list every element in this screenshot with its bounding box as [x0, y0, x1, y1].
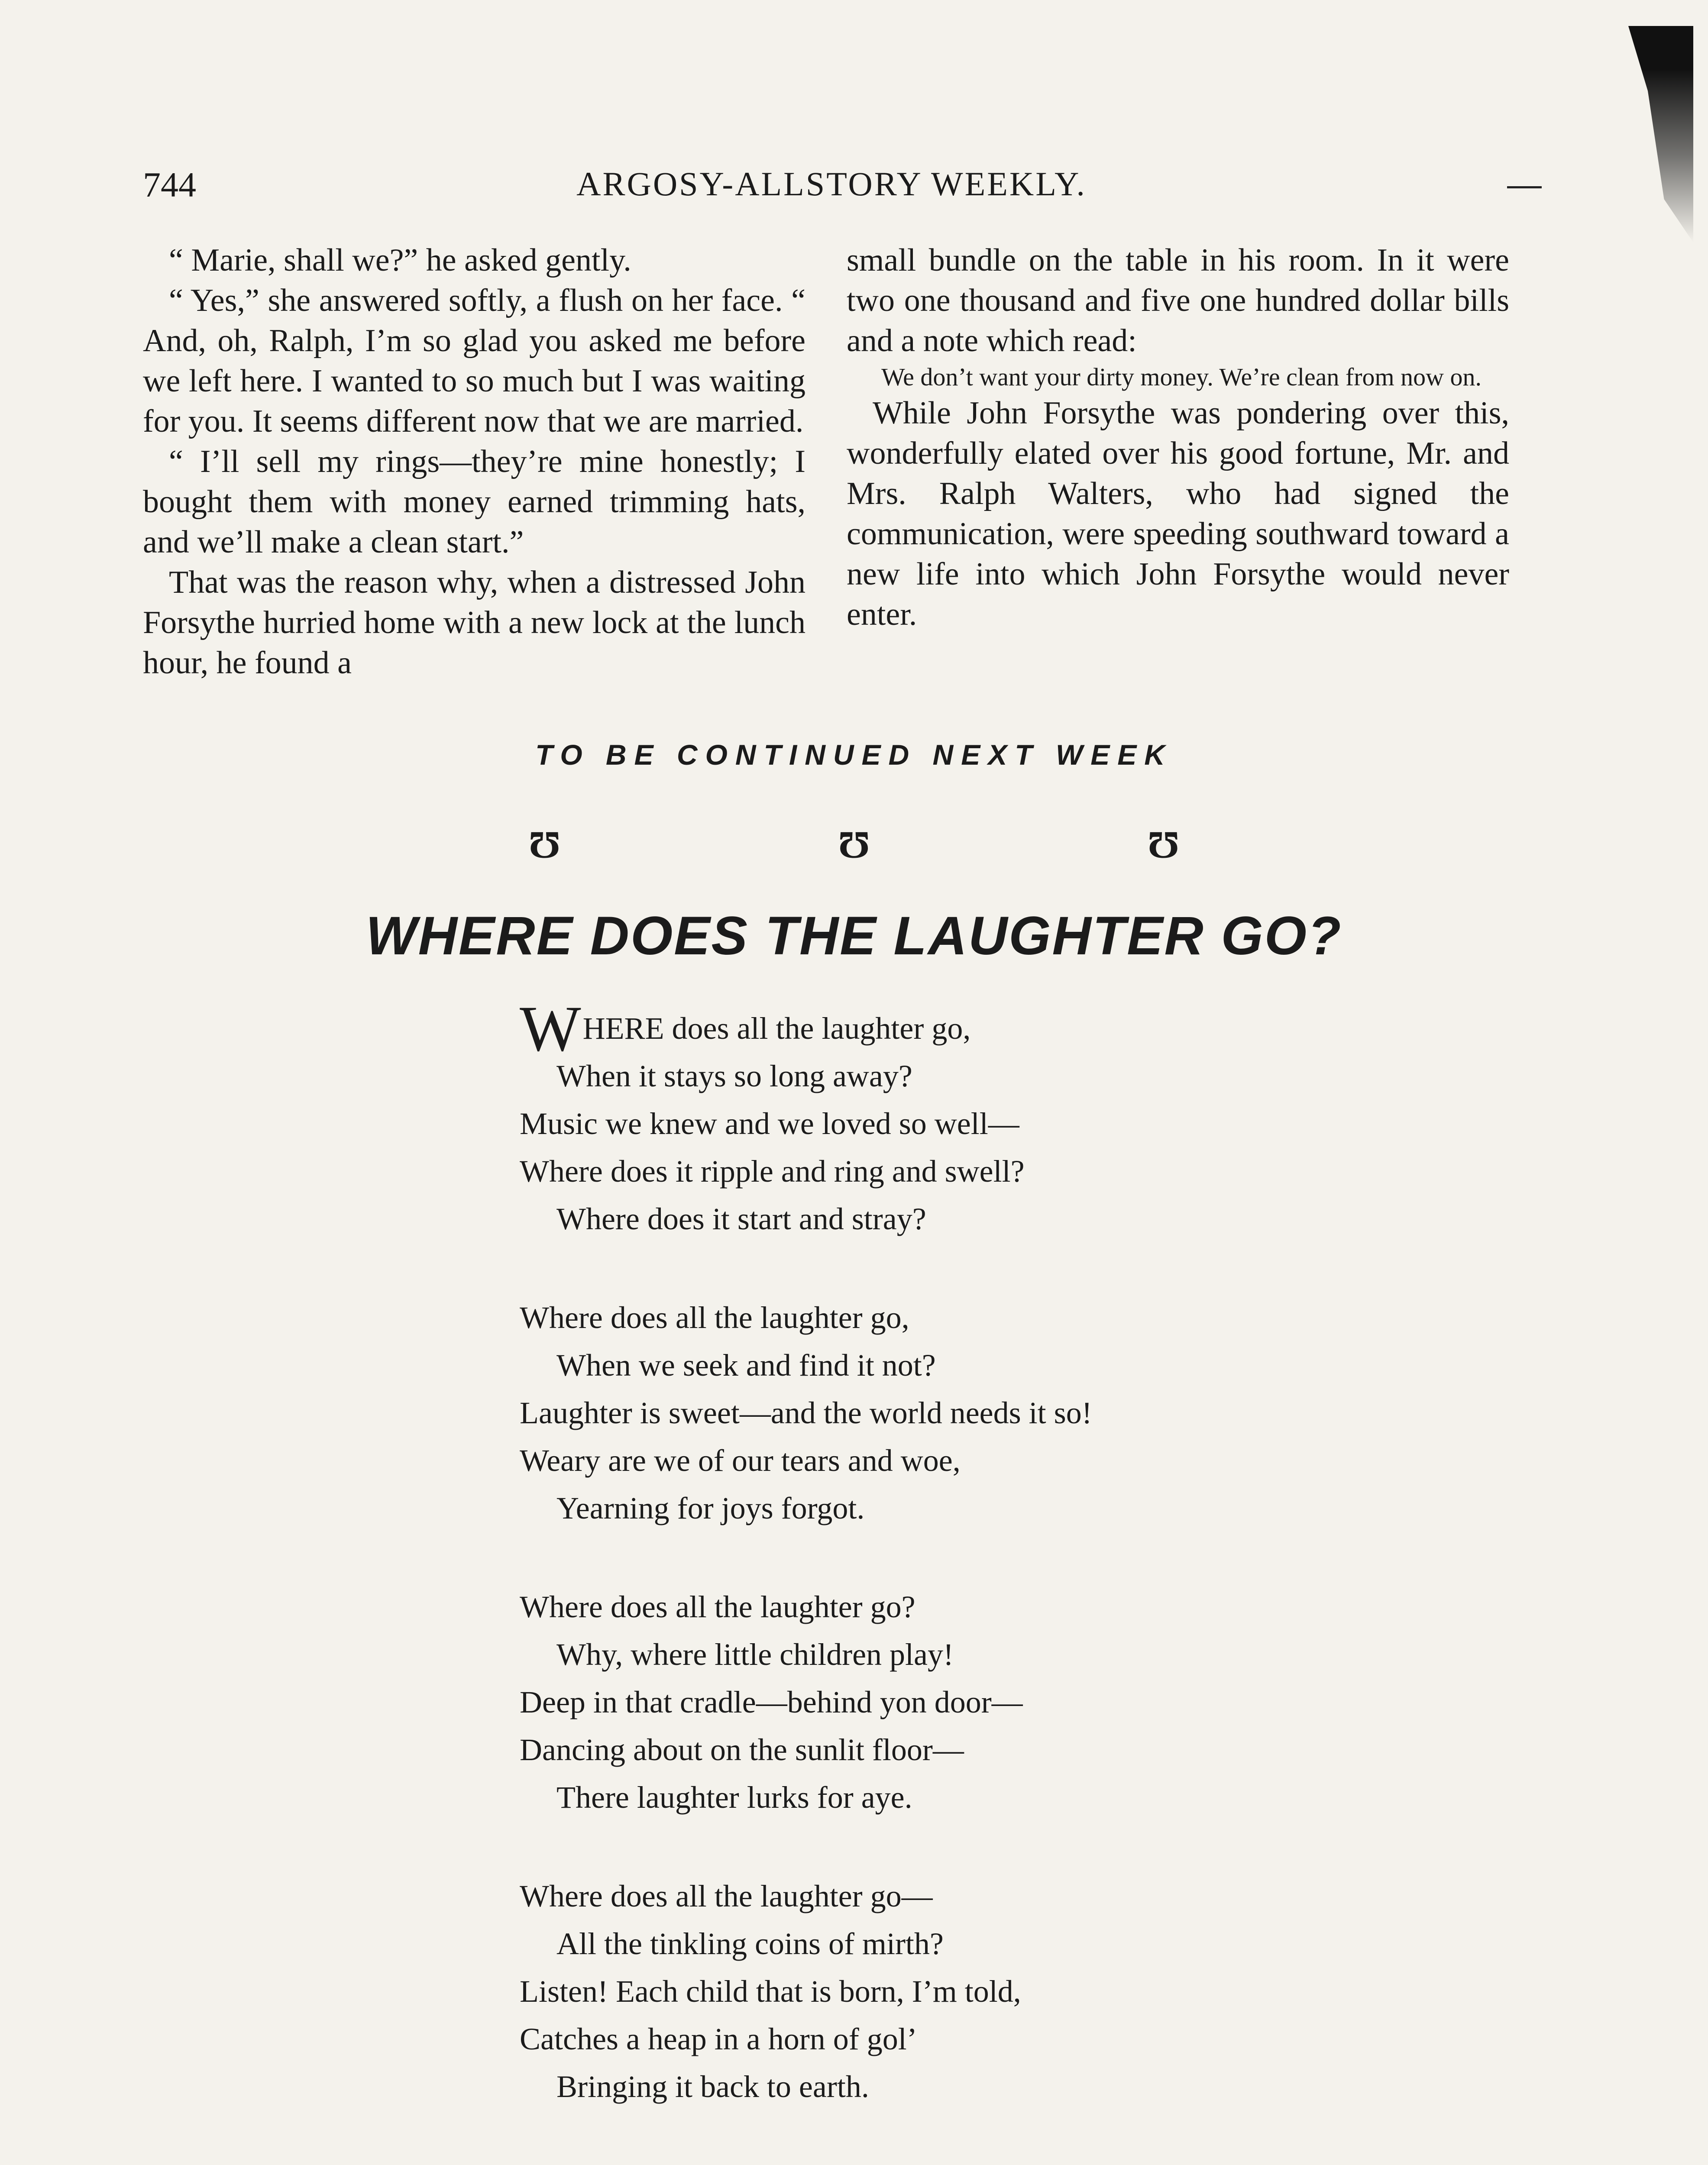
poem-line: [520, 2162, 1342, 2165]
right-column: [847, 240, 1509, 635]
poem-line: Why, where little children play!: [556, 1637, 954, 1672]
header-dash: [1507, 186, 1542, 188]
poem-line: [520, 993, 1342, 1065]
paragraph: That was the reason why, when a distressed John Forsythe hurried home with a new lock at the lunch hour, he found a: [143, 565, 805, 681]
section-ornaments: [0, 823, 1708, 867]
paragraph: While John Forsythe was pondering over this, wonderfully elated over his good fortune, Mr. and Mrs. Ralph Walters, who had signed the communication, were speeding southward toward a new life into which John Forsythe would never enter.: [847, 395, 1509, 632]
ornament-icon: Ʊ: [1148, 824, 1179, 866]
left-column: [143, 240, 805, 683]
poem-line: Weary are we of our tears and woe,: [520, 1443, 961, 1478]
poem-title: WHERE DOES THE LAUGHTER GO?: [366, 906, 1342, 966]
poem-line: Laughter is sweet—and the world needs it so!: [520, 1396, 1092, 1430]
poem-line: Music we knew and we loved so well—: [520, 1106, 1019, 1141]
poem-line: Bringing it back to earth.: [556, 2069, 869, 2104]
poem-line: Listen! Each child that is born, I’m told,: [520, 1974, 1021, 2009]
poem-line: All the tinkling coins of mirth?: [556, 1926, 944, 1961]
poem-line: When we seek and find it not?: [556, 1348, 936, 1383]
poem-line: There laughter lurks for aye.: [556, 1780, 912, 1815]
ornament-icon: Ʊ: [838, 824, 870, 866]
running-header: [143, 165, 1520, 216]
paragraph: “ Marie, shall we?” he asked gently.: [169, 242, 631, 278]
poem-line: Where does all the laughter go?: [520, 1590, 915, 1624]
poem: [520, 993, 1342, 2165]
drop-cap: W: [520, 993, 581, 1065]
stanza: [520, 2162, 1342, 2165]
paragraph: small bundle on the table in his room. In it were two one thousand and five one hundred dollar bills and a note which read:: [847, 242, 1509, 359]
poem-line: When it stays so long away?: [556, 1059, 912, 1093]
poem-line: Deep in that cradle—behind yon door—: [520, 1685, 1023, 1719]
poem-line: Where does all the laughter go,: [520, 1300, 909, 1335]
poem-line-text: HERE does all the laughter go,: [582, 1011, 971, 1046]
poem-line: Where does it start and stray?: [556, 1202, 926, 1236]
poem-line: Where does it ripple and ring and swell?: [520, 1154, 1025, 1189]
paragraph: “ Yes,” she answered softly, a flush on her face. “ And, oh, Ralph, I’m so glad you asked me before we left here. I wanted to so much but I was waiting for you. It seems different now that we are married.: [143, 283, 805, 439]
stanza: [520, 1294, 1342, 1532]
stanza: [520, 1872, 1342, 2110]
poem-line: Where does all the laughter go—: [520, 1879, 933, 1913]
page-edge-shadow: [1628, 26, 1693, 242]
stanza: [520, 1583, 1342, 1821]
poem-line: Dancing about on the sunlit floor—: [520, 1732, 964, 1767]
quoted-note: We don’t want your dirty money. We’re clean from now on.: [881, 363, 1482, 391]
continued-next-week: TO BE CONTINUED NEXT WEEK: [535, 739, 1173, 771]
poem-line: Catches a heap in a horn of gol’: [520, 2022, 917, 2056]
running-title: ARGOSY-ALLSTORY WEEKLY.: [576, 165, 1087, 203]
ornament-icon: Ʊ: [529, 824, 560, 866]
stanza: [520, 993, 1342, 1243]
paragraph: “ I’ll sell my rings—they’re mine honestly; I bought them with money earned trimming hats, and we’ll make a clean start.”: [143, 444, 805, 560]
page-number: 744: [143, 165, 196, 204]
poem-line: Yearning for joys forgot.: [556, 1491, 865, 1525]
